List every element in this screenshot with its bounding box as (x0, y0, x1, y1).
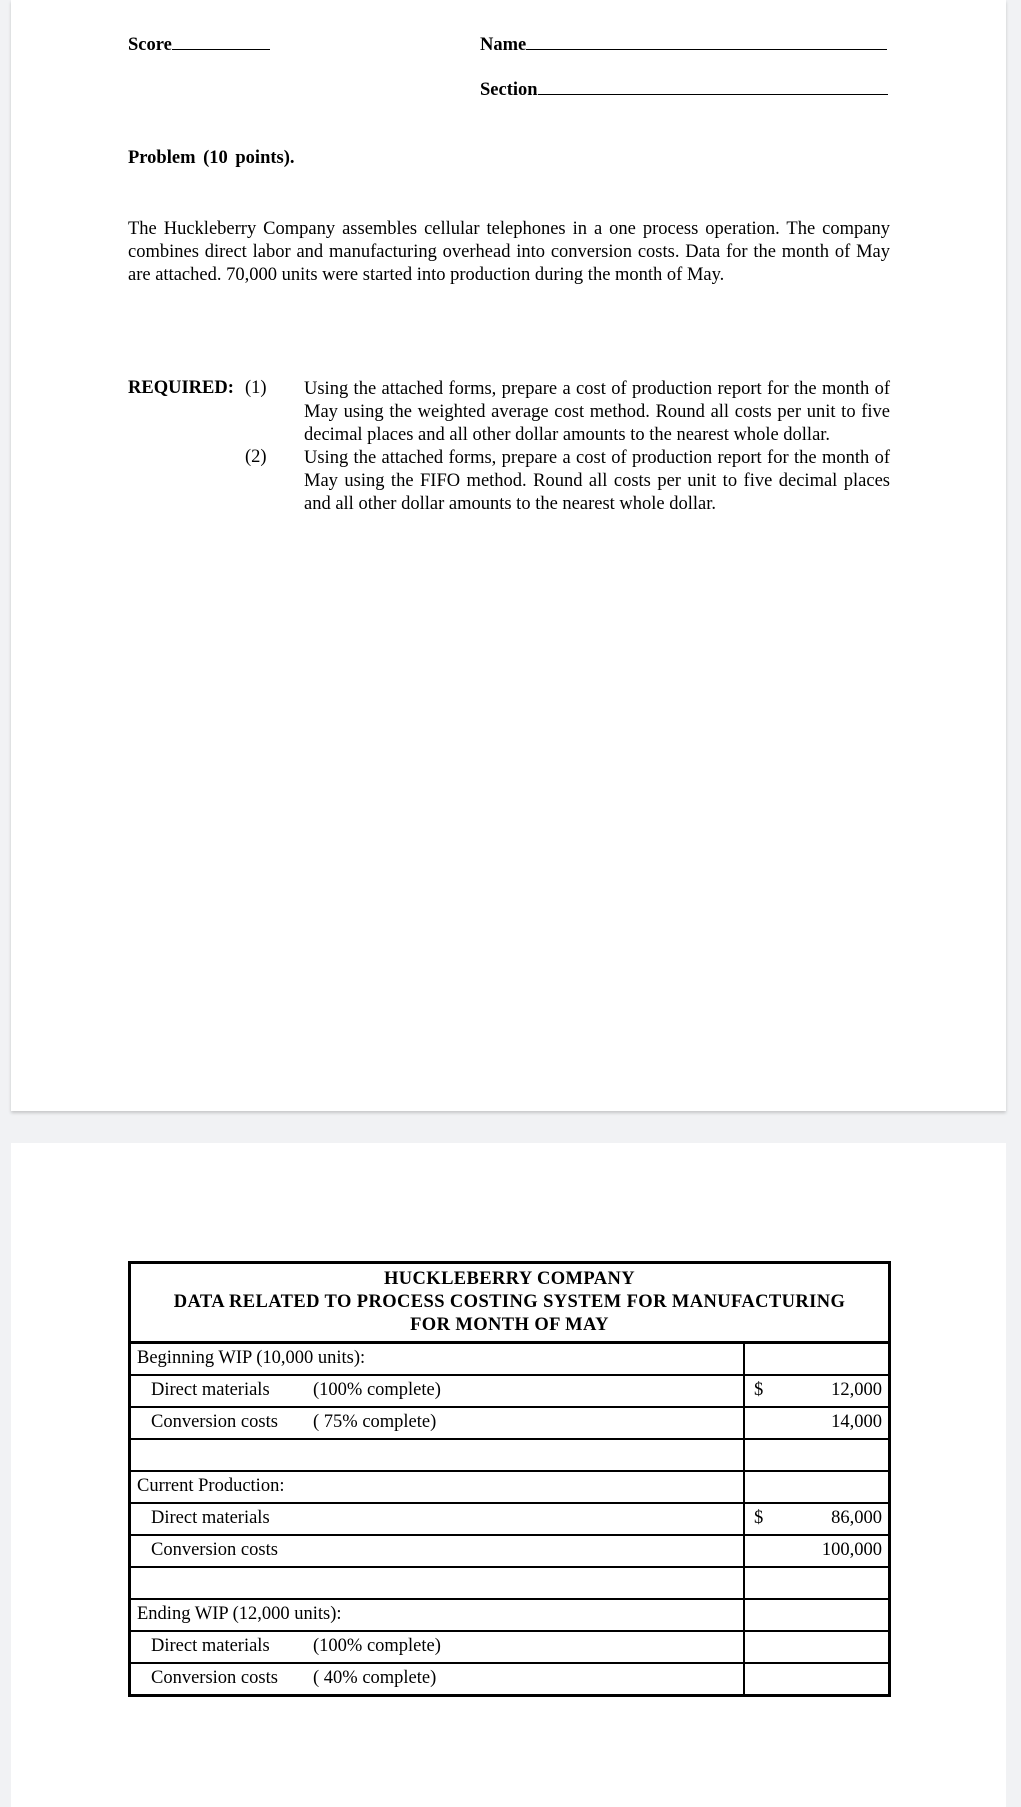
section-label: Section (480, 80, 538, 100)
data-table (128, 1261, 891, 1697)
required-item-1-number: (1) (245, 378, 267, 398)
company-name: HUCKLEBERRY COMPANY (383, 1269, 636, 1289)
ending-dm-label: Direct materials (151, 1636, 270, 1656)
table-row (131, 1536, 888, 1568)
ending-wip-label: Ending WIP (12,000 units): (137, 1604, 342, 1624)
required-item-1-text: Using the attached forms, prepare a cost of production report for the month of May using the weighted average cost method. Round all costs per unit to five decimal places and all other dollar amounts to the nearest whole dollar. (304, 379, 890, 445)
name-blank-line (526, 33, 887, 50)
current-dm-amount: 86,000 (831, 1508, 882, 1528)
current-cc-amount: 100,000 (821, 1540, 882, 1560)
problem-description: The Huckleberry Company assembles cellular telephones in a one process operation. The company combines direct labor and manufacturing overhead into conversion costs. Data for the month of May are attached. 70,000 units were started into production during the month of May. (128, 219, 890, 285)
ending-cc-percent: ( 40% complete) (313, 1668, 437, 1688)
ending-cc-label: Conversion costs (151, 1668, 278, 1688)
ending-dm-percent: (100% complete) (313, 1636, 441, 1656)
beginning-cc-label: Conversion costs (151, 1412, 278, 1432)
score-field (128, 33, 270, 56)
name-field (480, 33, 887, 56)
beginning-dm-percent: (100% complete) (313, 1380, 441, 1400)
table-period: FOR MONTH OF MAY (410, 1315, 609, 1335)
table-row (131, 1472, 888, 1504)
score-label: Score (128, 35, 172, 55)
beginning-wip-label: Beginning WIP (10,000 units): (137, 1348, 366, 1368)
page-1 (11, 0, 1006, 1111)
problem-title: Problem (10 points). (128, 148, 295, 168)
required-item-2-number: (2) (245, 447, 267, 467)
current-cc-label: Conversion costs (151, 1540, 278, 1560)
table-row (131, 1504, 888, 1536)
beginning-dm-amount: 12,000 (831, 1380, 882, 1400)
current-dm-label: Direct materials (151, 1508, 270, 1528)
dollar-sign: $ (754, 1380, 764, 1400)
table-row (131, 1344, 888, 1376)
required-label: REQUIRED: (128, 378, 234, 398)
beginning-dm-label: Direct materials (151, 1380, 270, 1400)
score-blank-line (172, 33, 270, 50)
beginning-cc-amount: 14,000 (831, 1412, 882, 1432)
table-row-blank (131, 1440, 888, 1472)
current-production-label: Current Production: (137, 1476, 285, 1496)
table-row (131, 1632, 888, 1664)
table-title: DATA RELATED TO PROCESS COSTING SYSTEM FOR MANUFACTURING (173, 1292, 846, 1312)
section-blank-line (538, 78, 888, 95)
required-item-2-text: Using the attached forms, prepare a cost of production report for the month of May using the FIFO method. Round all costs per unit to five decimal places and all other dollar amounts to the nearest whole dollar. (304, 448, 890, 514)
name-label: Name (480, 35, 527, 55)
table-header (131, 1264, 888, 1344)
table-row (131, 1664, 888, 1694)
dollar-sign: $ (754, 1508, 764, 1528)
table-row (131, 1376, 888, 1408)
page-2 (11, 1143, 1006, 1807)
section-field (480, 78, 888, 101)
table-row (131, 1408, 888, 1440)
table-row (131, 1600, 888, 1632)
beginning-cc-percent: ( 75% complete) (313, 1412, 437, 1432)
table-row-blank (131, 1568, 888, 1600)
